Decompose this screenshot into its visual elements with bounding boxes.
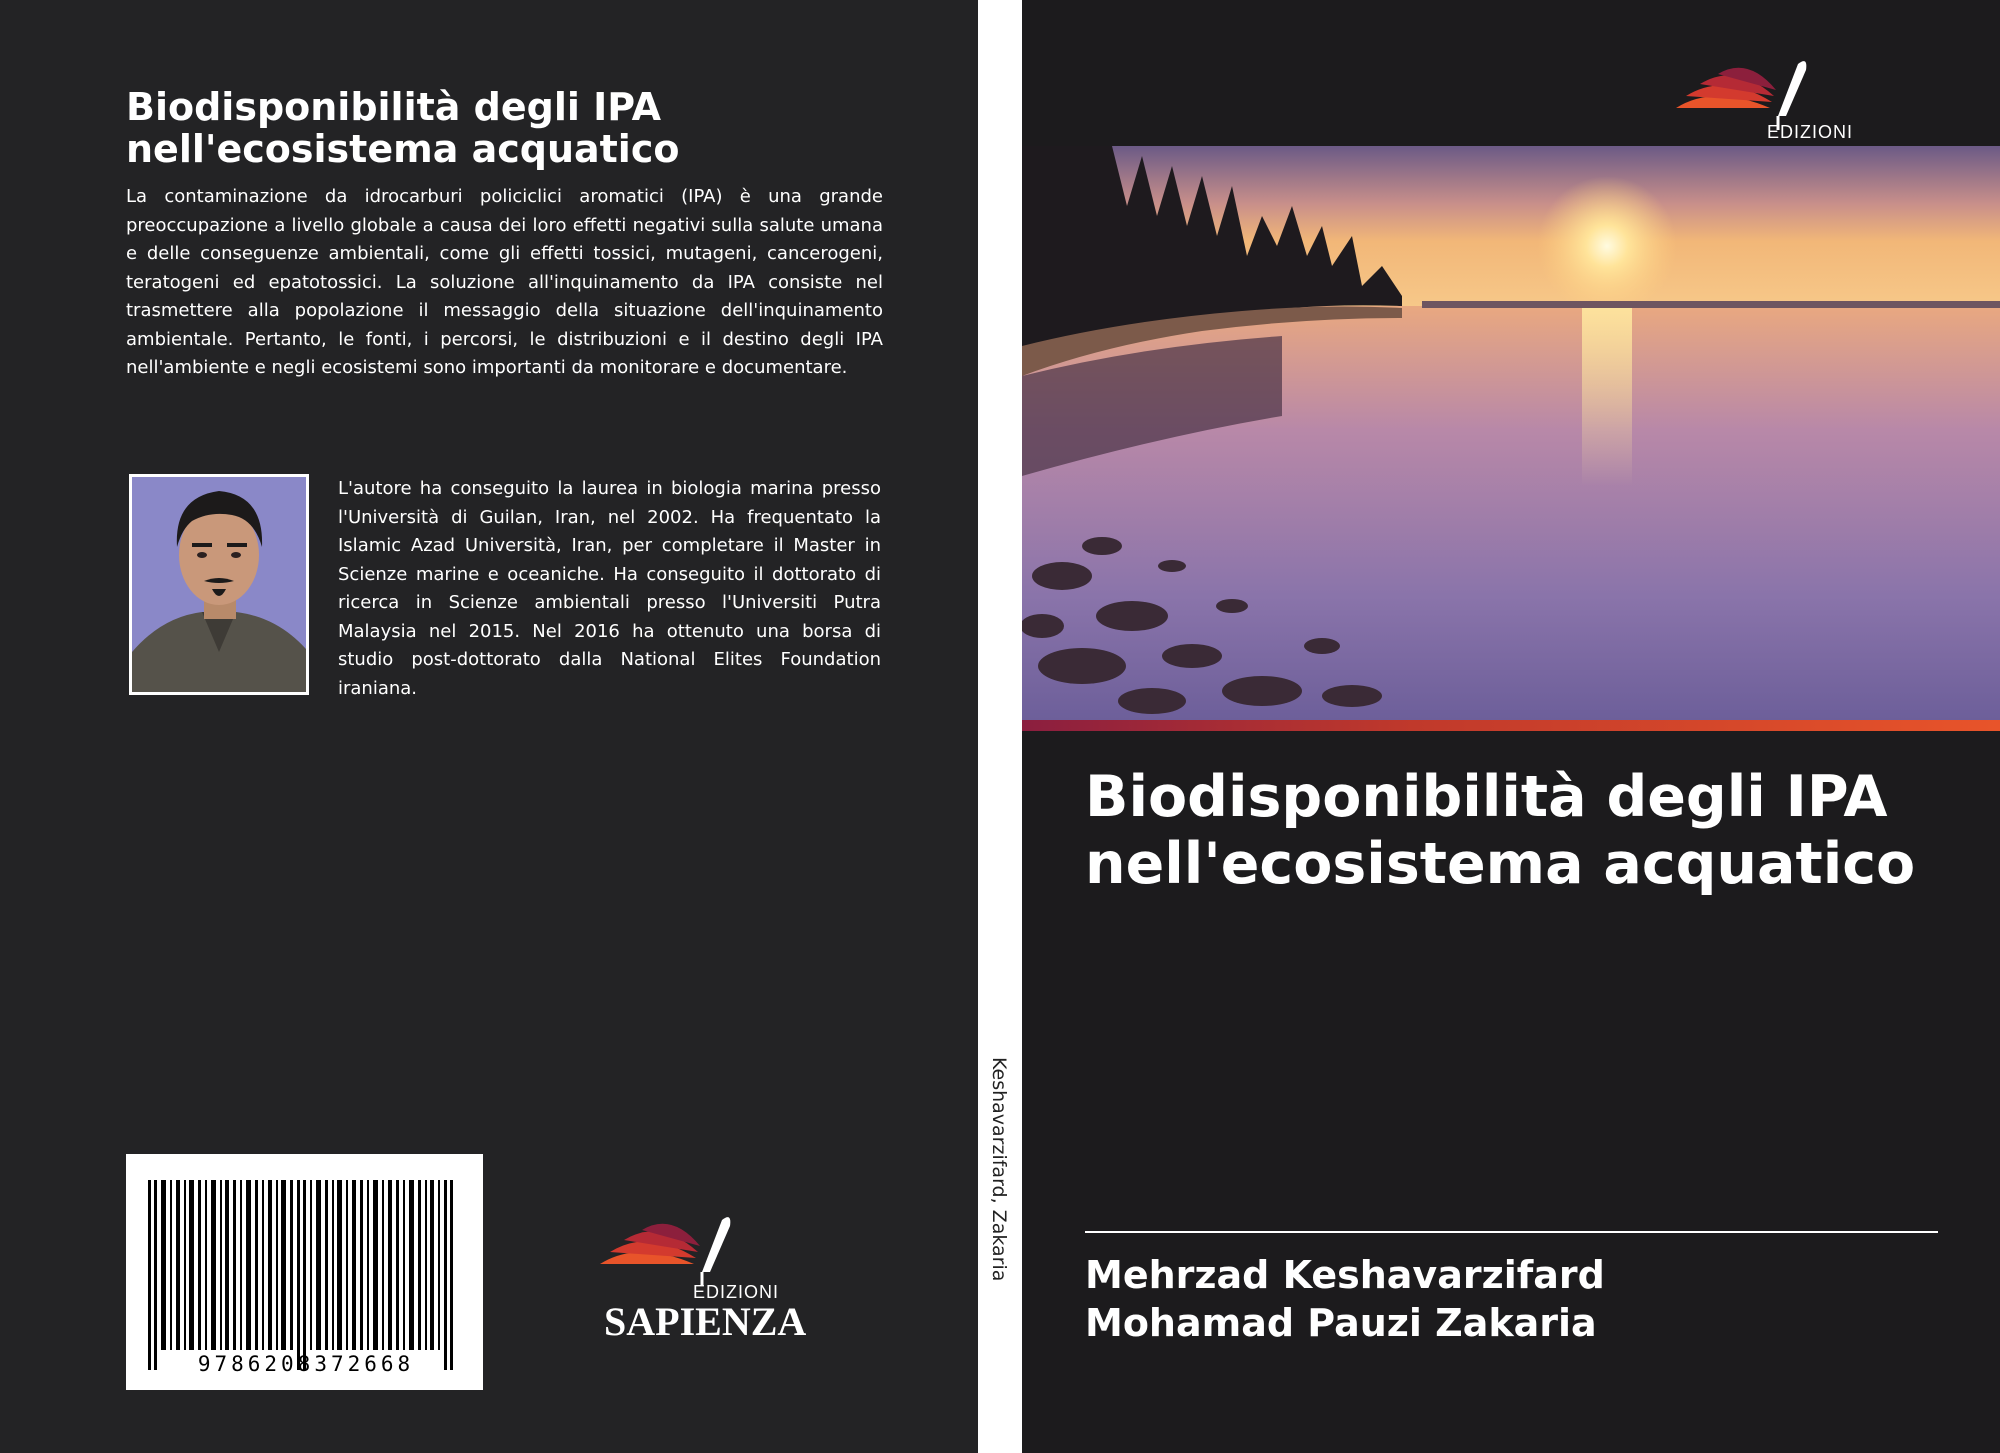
author-divider <box>1085 1231 1938 1233</box>
author-photo <box>129 474 309 695</box>
accent-stripe <box>1022 720 2000 731</box>
author-name-2: Mohamad Pauzi Zakaria <box>1085 1301 1597 1345</box>
back-cover-blurb: La contaminazione da idrocarburi policiclici aromatici (IPA) è una grande preoccupazione a livello globale a causa dei loro effetti negativi sulla salute umana e delle conseguenze ambientali, come gli effetti tossici, mutageni, cancerogeni, teratogeni ed epatotossici. La soluzione all'inquinamento da IPA consiste nel trasmettere alla popolazione il messaggio della situazione dell'inquinamento ambientale. Pertanto, le fonti, i percorsi, le distribuzioni e il destino degli IPA nell'ambiente e negli ecosistemi sono importanti da monitorare e documentare. <box>126 186 883 378</box>
logo-edizioni-text: EDIZIONI <box>693 1282 780 1302</box>
back-cover-title: Biodisponibilità degli IPA nell'ecosistema acquatico <box>126 85 680 171</box>
spine-authors: Keshavarzifard, Zakaria <box>988 1057 1010 1282</box>
front-cover-title: Biodisponibilità degli IPA nell'ecosistema acquatico <box>1085 764 1916 897</box>
lake-sunset-photo <box>1022 146 2000 720</box>
back-cover <box>0 0 978 1453</box>
logo-edizioni-text: EDIZIONI <box>1767 122 1854 142</box>
logo-sapienza-text: SAPIENZA <box>604 1299 807 1344</box>
fan-logo-icon <box>598 1212 820 1292</box>
back-publisher-logo <box>598 1212 820 1342</box>
isbn-barcode <box>126 1154 483 1390</box>
author-bio: L'autore ha conseguito la laurea in biologia marina presso l'Università di Guilan, Iran, nel 2002. Ha frequentato la Islamic Azad Università, Iran, per completare il Master in Scienze marine e oceaniche. Ha conseguito il dottorato di ricerca in Scienze ambientali presso l'Universiti Putra Malaysia nel 2015. Nel 2016 ha ottenuto una borsa di studio post-dottorato dalla National Elites Foundation iraniana. <box>338 478 881 699</box>
author-name-1: Mehrzad Keshavarzifard <box>1085 1253 1605 1297</box>
isbn-digits: 9786208372668 <box>197 1352 415 1376</box>
author-portrait-image <box>132 477 306 692</box>
